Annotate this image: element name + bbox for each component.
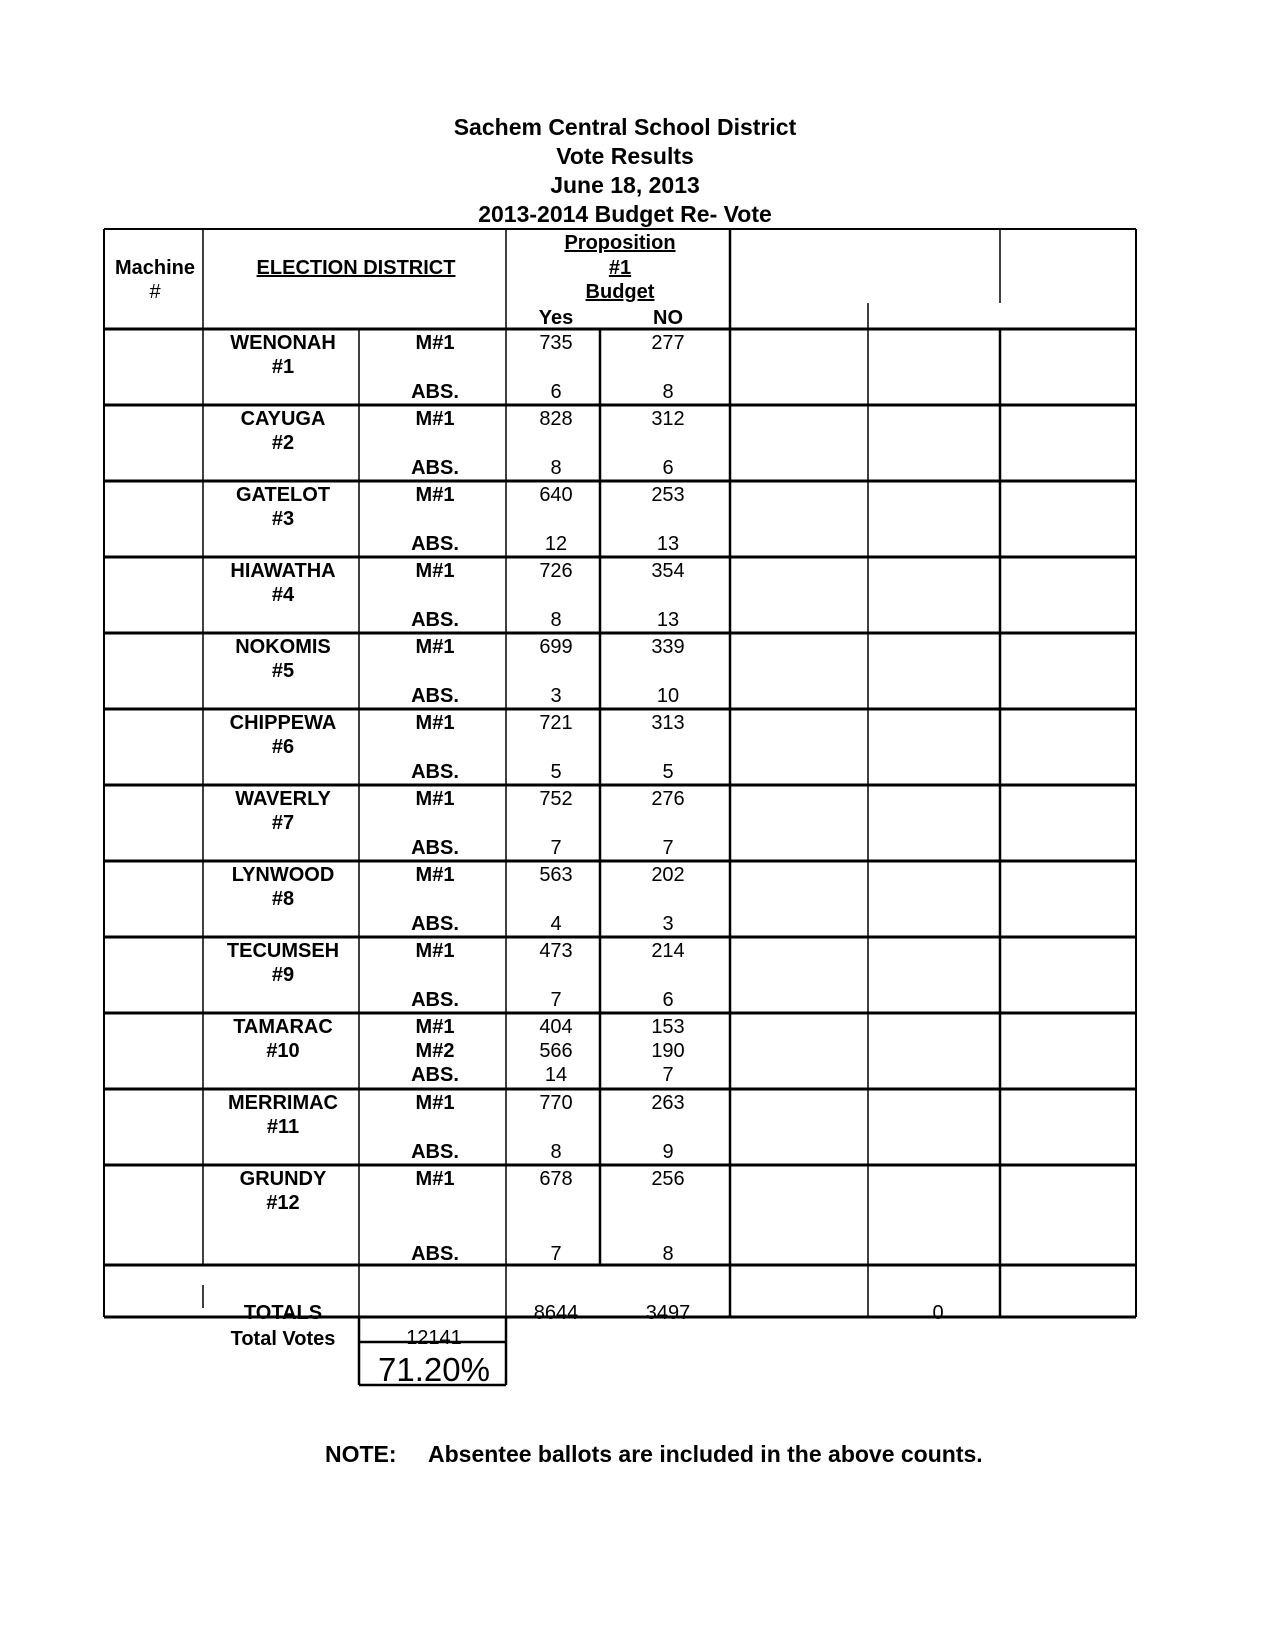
yes-count: 7 — [550, 837, 562, 859]
yes-count: 7 — [550, 989, 562, 1011]
no-count: 3 — [662, 913, 674, 935]
yes-count: 473 — [539, 940, 573, 962]
district-number: #8 — [271, 888, 295, 910]
district-name: LYNWOOD — [231, 864, 335, 886]
no-count: 13 — [656, 533, 680, 555]
no-count: 7 — [662, 837, 674, 859]
no-count: 339 — [651, 636, 685, 658]
machine-label: ABS. — [411, 609, 459, 631]
district-name: MERRIMAC — [228, 1092, 338, 1114]
machine-label: M#1 — [415, 484, 455, 506]
totals-extra: 0 — [932, 1302, 944, 1324]
report-title: Vote Results — [556, 143, 694, 169]
no-count: 6 — [662, 989, 674, 1011]
district-number: #12 — [266, 1192, 300, 1214]
district-number: #2 — [271, 432, 295, 454]
yes-count: 3 — [550, 685, 562, 707]
yes-count: 5 — [550, 761, 562, 783]
district-number: #1 — [271, 356, 295, 378]
turnout-percent: 71.20% — [378, 1351, 490, 1388]
no-count: 256 — [651, 1168, 685, 1190]
totals-no: 3497 — [645, 1302, 691, 1324]
machine-label: M#1 — [415, 940, 455, 962]
machine-label: M#1 — [415, 864, 455, 886]
machine-label: ABS. — [411, 989, 459, 1011]
no-count: 253 — [651, 484, 685, 506]
totals-yes: 8644 — [533, 1302, 579, 1324]
no-count: 313 — [651, 712, 685, 734]
yes-count: 735 — [539, 332, 573, 354]
no-count: 312 — [651, 408, 685, 430]
machine-label: ABS. — [411, 761, 459, 783]
no-count: 263 — [651, 1092, 685, 1114]
yes-count: 6 — [550, 381, 562, 403]
election-district-header: ELECTION DISTRICT — [256, 257, 456, 279]
no-count: 13 — [656, 609, 680, 631]
yes-header: Yes — [538, 307, 574, 329]
machine-label: ABS. — [411, 1243, 459, 1265]
yes-count: 14 — [544, 1064, 568, 1086]
no-count: 7 — [662, 1064, 674, 1086]
no-count: 190 — [651, 1040, 685, 1062]
totals-label: TOTALS — [243, 1302, 323, 1324]
district-number: #11 — [266, 1116, 300, 1138]
machine-label: ABS. — [411, 381, 459, 403]
no-count: 5 — [662, 761, 674, 783]
machine-label: M#1 — [415, 1016, 455, 1038]
yes-count: 8 — [550, 609, 562, 631]
yes-count: 12 — [544, 533, 568, 555]
budget-title: 2013-2014 Budget Re- Vote — [478, 201, 772, 227]
no-header: NO — [653, 307, 683, 329]
yes-count: 563 — [539, 864, 573, 886]
machine-label: ABS. — [411, 1141, 459, 1163]
machine-label: M#1 — [415, 408, 455, 430]
yes-count: 7 — [550, 1243, 562, 1265]
yes-count: 566 — [539, 1040, 573, 1062]
machine-header-hash: # — [149, 281, 161, 303]
yes-count: 4 — [550, 913, 562, 935]
no-count: 354 — [651, 560, 685, 582]
yes-count: 404 — [539, 1016, 573, 1038]
note-label: NOTE: — [325, 1441, 397, 1467]
no-count: 214 — [651, 940, 685, 962]
yes-count: 699 — [539, 636, 573, 658]
machine-label: ABS. — [411, 913, 459, 935]
machine-label: M#1 — [415, 636, 455, 658]
district-number: #10 — [266, 1040, 300, 1062]
district-name: WAVERLY — [235, 788, 331, 810]
yes-count: 752 — [539, 788, 573, 810]
yes-count: 8 — [550, 1141, 562, 1163]
district-name: TECUMSEH — [226, 940, 340, 962]
no-count: 277 — [651, 332, 685, 354]
no-count: 9 — [662, 1141, 674, 1163]
no-count: 276 — [651, 788, 685, 810]
district-name: GATELOT — [235, 484, 331, 506]
total-votes-value: 12141 — [406, 1327, 462, 1349]
machine-label: M#1 — [415, 1092, 455, 1114]
no-count: 8 — [662, 1243, 674, 1265]
district-number: #3 — [271, 508, 295, 530]
district-title: Sachem Central School District — [453, 114, 797, 140]
machine-label: ABS. — [411, 457, 459, 479]
yes-count: 726 — [539, 560, 573, 582]
no-count: 10 — [656, 685, 680, 707]
no-count: 6 — [662, 457, 674, 479]
machine-label: M#1 — [415, 560, 455, 582]
yes-count: 828 — [539, 408, 573, 430]
machine-label: M#1 — [415, 1168, 455, 1190]
machine-header: Machine — [114, 257, 196, 279]
district-name: GRUNDY — [239, 1168, 327, 1190]
yes-count: 640 — [539, 484, 573, 506]
yes-count: 721 — [539, 712, 573, 734]
yes-count: 8 — [550, 457, 562, 479]
machine-label: M#2 — [415, 1040, 455, 1062]
district-name: CHIPPEWA — [229, 712, 337, 734]
district-number: #7 — [271, 812, 295, 834]
machine-label: ABS. — [411, 1064, 459, 1086]
machine-label: M#1 — [415, 788, 455, 810]
district-number: #9 — [271, 964, 295, 986]
no-count: 202 — [651, 864, 685, 886]
district-number: #5 — [271, 660, 295, 682]
yes-count: 678 — [539, 1168, 573, 1190]
vote-date: June 18, 2013 — [550, 172, 700, 198]
district-name: HIAWATHA — [230, 560, 336, 582]
machine-label: M#1 — [415, 712, 455, 734]
no-count: 8 — [662, 381, 674, 403]
machine-label: ABS. — [411, 685, 459, 707]
note-text: Absentee ballots are included in the above counts. — [428, 1441, 983, 1467]
machine-label: ABS. — [411, 533, 459, 555]
district-name: TAMARAC — [233, 1016, 333, 1038]
yes-count: 770 — [539, 1092, 573, 1114]
budget-header: Budget — [585, 281, 655, 303]
district-name: CAYUGA — [240, 408, 326, 430]
district-name: WENONAH — [230, 332, 336, 354]
district-name: NOKOMIS — [235, 636, 331, 658]
machine-label: ABS. — [411, 837, 459, 859]
total-votes-label: Total Votes — [230, 1328, 336, 1350]
proposition-number-header: #1 — [608, 257, 632, 279]
district-number: #6 — [271, 736, 295, 758]
machine-label: M#1 — [415, 332, 455, 354]
no-count: 153 — [651, 1016, 685, 1038]
district-number: #4 — [271, 584, 295, 606]
proposition-header: Proposition — [564, 232, 676, 254]
